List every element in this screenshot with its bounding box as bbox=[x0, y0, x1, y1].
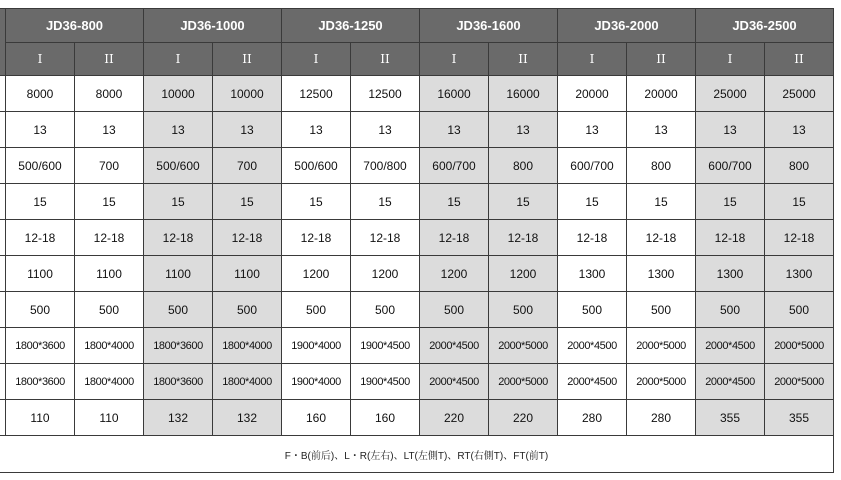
table-cell: 2000*4500 bbox=[558, 364, 627, 400]
table-cell: 13 bbox=[75, 112, 144, 148]
variant-header: II bbox=[351, 43, 420, 76]
table-cell: 220 bbox=[420, 400, 489, 436]
table-cell: 25000 bbox=[696, 76, 765, 112]
table-cell: 12-18 bbox=[696, 220, 765, 256]
table-cell: 500 bbox=[75, 292, 144, 328]
table-cell: 1900*4000 bbox=[282, 328, 351, 364]
variant-header: I bbox=[420, 43, 489, 76]
table-cell: 1100 bbox=[213, 256, 282, 292]
variant-header: I bbox=[282, 43, 351, 76]
table-cell: 2000*4500 bbox=[420, 364, 489, 400]
table-cell: 12-18 bbox=[351, 220, 420, 256]
model-header: JD36-2000 bbox=[558, 9, 696, 43]
table-cell: 12500 bbox=[282, 76, 351, 112]
spec-table bbox=[0, 8, 834, 473]
table-cell: 15 bbox=[627, 184, 696, 220]
table-cell: 132 bbox=[144, 400, 213, 436]
table-row bbox=[0, 400, 834, 436]
table-cell: 800 bbox=[627, 148, 696, 184]
table-cell: 13 bbox=[765, 112, 834, 148]
table-cell: 15 bbox=[144, 184, 213, 220]
table-cell: 500 bbox=[213, 292, 282, 328]
table-cell: 15 bbox=[75, 184, 144, 220]
table-cell: 1300 bbox=[558, 256, 627, 292]
table-cell: 1800*3600 bbox=[6, 328, 75, 364]
table-cell: 15 bbox=[489, 184, 558, 220]
table-cell: 160 bbox=[282, 400, 351, 436]
table-cell: 2000*4500 bbox=[696, 364, 765, 400]
model-header: JD36-1250 bbox=[282, 9, 420, 43]
table-cell: 13 bbox=[696, 112, 765, 148]
table-cell: 600/700 bbox=[696, 148, 765, 184]
table-cell: 500 bbox=[420, 292, 489, 328]
table-cell: 280 bbox=[558, 400, 627, 436]
table-cell: 355 bbox=[696, 400, 765, 436]
table-cell: 500/600 bbox=[144, 148, 213, 184]
table-cell: 25000 bbox=[765, 76, 834, 112]
table-cell: 1300 bbox=[765, 256, 834, 292]
table-cell: 8000 bbox=[75, 76, 144, 112]
table-row bbox=[0, 148, 834, 184]
table-cell: 500 bbox=[696, 292, 765, 328]
table-cell: 15 bbox=[282, 184, 351, 220]
table-cell: 1100 bbox=[75, 256, 144, 292]
table-cell: 2000*4500 bbox=[696, 328, 765, 364]
table-cell: 160 bbox=[351, 400, 420, 436]
table-cell: 1800*4000 bbox=[213, 364, 282, 400]
table-cell: 800 bbox=[489, 148, 558, 184]
table-cell: 500 bbox=[765, 292, 834, 328]
table-cell: 1300 bbox=[627, 256, 696, 292]
table-cell: 1300 bbox=[696, 256, 765, 292]
variant-header: II bbox=[627, 43, 696, 76]
table-cell: 13 bbox=[6, 112, 75, 148]
table-cell: 2000*4500 bbox=[558, 328, 627, 364]
table-row bbox=[0, 220, 834, 256]
table-cell: 110 bbox=[75, 400, 144, 436]
table-cell: 1800*3600 bbox=[144, 328, 213, 364]
table-cell: 15 bbox=[6, 184, 75, 220]
footer-note: F・B(前后)、L・R(左右)、LT(左側T)、RT(右側T)、FT(前T) bbox=[0, 436, 834, 473]
variant-header: II bbox=[765, 43, 834, 76]
table-cell: 8000 bbox=[6, 76, 75, 112]
table-cell: 12-18 bbox=[489, 220, 558, 256]
table-row bbox=[0, 76, 834, 112]
table-cell: 12500 bbox=[351, 76, 420, 112]
table-cell: 1800*3600 bbox=[6, 364, 75, 400]
variant-header: II bbox=[213, 43, 282, 76]
table-cell: 600/700 bbox=[420, 148, 489, 184]
table-cell: 132 bbox=[213, 400, 282, 436]
table-cell: 280 bbox=[627, 400, 696, 436]
table-cell: 800 bbox=[765, 148, 834, 184]
table-cell: 15 bbox=[765, 184, 834, 220]
table-cell: 500 bbox=[489, 292, 558, 328]
table-cell: 10000 bbox=[144, 76, 213, 112]
model-header: JD36-1000 bbox=[144, 9, 282, 43]
table-cell: 500 bbox=[282, 292, 351, 328]
table-cell: 500 bbox=[558, 292, 627, 328]
table-cell: 2000*5000 bbox=[627, 328, 696, 364]
table-cell: 2000*5000 bbox=[489, 364, 558, 400]
table-cell: 1800*4000 bbox=[75, 328, 144, 364]
table-cell: 2000*4500 bbox=[420, 328, 489, 364]
table-cell: 1100 bbox=[6, 256, 75, 292]
table-cell: 13 bbox=[558, 112, 627, 148]
table-cell: 220 bbox=[489, 400, 558, 436]
table-cell: 700 bbox=[75, 148, 144, 184]
table-cell: 1800*3600 bbox=[144, 364, 213, 400]
table-cell: 1900*4000 bbox=[282, 364, 351, 400]
table-cell: 1900*4500 bbox=[351, 328, 420, 364]
table-cell: 2000*5000 bbox=[627, 364, 696, 400]
table-cell: 20000 bbox=[558, 76, 627, 112]
table-cell: 12-18 bbox=[75, 220, 144, 256]
table-cell: 13 bbox=[213, 112, 282, 148]
table-body bbox=[0, 76, 834, 473]
table-cell: 1800*4000 bbox=[213, 328, 282, 364]
table-cell: 12-18 bbox=[765, 220, 834, 256]
table-cell: 700/800 bbox=[351, 148, 420, 184]
variant-header: I bbox=[558, 43, 627, 76]
variant-header: II bbox=[489, 43, 558, 76]
table-cell: 500 bbox=[144, 292, 213, 328]
table-cell: 15 bbox=[558, 184, 627, 220]
table-cell: 20000 bbox=[627, 76, 696, 112]
table-cell: 2000*5000 bbox=[765, 364, 834, 400]
table-row bbox=[0, 256, 834, 292]
table-cell: 1200 bbox=[351, 256, 420, 292]
table-cell: 15 bbox=[213, 184, 282, 220]
table-cell: 10000 bbox=[213, 76, 282, 112]
model-header: JD36-1600 bbox=[420, 9, 558, 43]
table-cell: 1900*4500 bbox=[351, 364, 420, 400]
variant-header: I bbox=[144, 43, 213, 76]
table-cell: 13 bbox=[351, 112, 420, 148]
table-cell: 12-18 bbox=[627, 220, 696, 256]
table-cell: 12-18 bbox=[420, 220, 489, 256]
table-cell: 16000 bbox=[420, 76, 489, 112]
table-cell: 500 bbox=[351, 292, 420, 328]
variant-header: I bbox=[6, 43, 75, 76]
table-row bbox=[0, 328, 834, 364]
table-cell: 12-18 bbox=[282, 220, 351, 256]
variant-header: I bbox=[696, 43, 765, 76]
table-cell: 12-18 bbox=[6, 220, 75, 256]
table-cell: 12-18 bbox=[558, 220, 627, 256]
table-cell: 1100 bbox=[144, 256, 213, 292]
table-cell: 600/700 bbox=[558, 148, 627, 184]
variant-header: II bbox=[75, 43, 144, 76]
model-header: JD36-2500 bbox=[696, 9, 834, 43]
table-cell: 16000 bbox=[489, 76, 558, 112]
table-cell: 13 bbox=[627, 112, 696, 148]
table-cell: 2000*5000 bbox=[489, 328, 558, 364]
footer-row bbox=[0, 436, 834, 473]
table-cell: 13 bbox=[282, 112, 351, 148]
table-row bbox=[0, 184, 834, 220]
table-cell: 2000*5000 bbox=[765, 328, 834, 364]
model-header-row bbox=[0, 9, 834, 43]
table-row bbox=[0, 112, 834, 148]
table-cell: 700 bbox=[213, 148, 282, 184]
table-cell: 13 bbox=[489, 112, 558, 148]
variant-header-row bbox=[0, 43, 834, 76]
table-cell: 1200 bbox=[282, 256, 351, 292]
table-cell: 500 bbox=[627, 292, 696, 328]
table-cell: 15 bbox=[696, 184, 765, 220]
table-cell: 1200 bbox=[489, 256, 558, 292]
table-cell: 13 bbox=[144, 112, 213, 148]
table-row bbox=[0, 364, 834, 400]
table-cell: 355 bbox=[765, 400, 834, 436]
table-cell: 13 bbox=[420, 112, 489, 148]
table-cell: 15 bbox=[351, 184, 420, 220]
table-cell: 12-18 bbox=[144, 220, 213, 256]
table-cell: 15 bbox=[420, 184, 489, 220]
table-cell: 500 bbox=[6, 292, 75, 328]
table-cell: 12-18 bbox=[213, 220, 282, 256]
model-header: JD36-800 bbox=[6, 9, 144, 43]
table-cell: 1800*4000 bbox=[75, 364, 144, 400]
table-cell: 1200 bbox=[420, 256, 489, 292]
table-row bbox=[0, 292, 834, 328]
table-cell: 500/600 bbox=[6, 148, 75, 184]
table-cell: 110 bbox=[6, 400, 75, 436]
table-cell: 500/600 bbox=[282, 148, 351, 184]
